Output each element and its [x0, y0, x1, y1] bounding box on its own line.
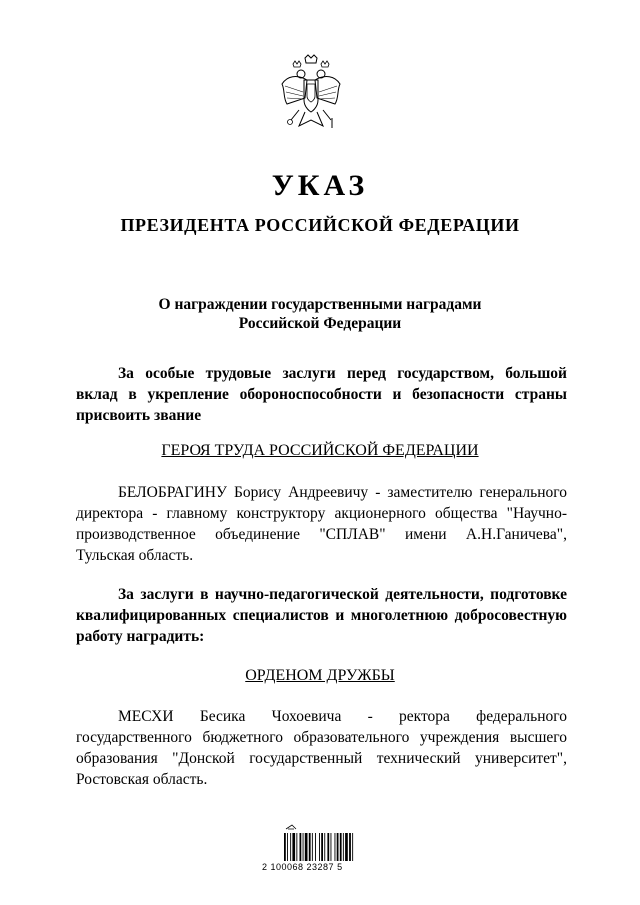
barcode	[282, 823, 364, 867]
intro-paragraph-2	[76, 584, 567, 647]
recipient-paragraph-2	[76, 706, 567, 790]
document-title: УКАЗ	[271, 169, 369, 202]
intro-text-1: За особые трудовые заслуги перед государством, большой вклад в укрепление обороноспособности и безопасности страны присвоить звание	[76, 365, 567, 424]
recipient-text-2: МЕСХИ Бесика Чохоевича - ректора федерального государственного бюджетного образовательного учреждения высшего образования "Донской государственный технический университет", Ростовская область.	[76, 708, 567, 788]
award-title-order-of-friendship: ОРДЕНОМ ДРУЖБЫ	[245, 667, 395, 684]
recipient-text-1: БЕЛОБРАГИНУ Борису Андреевичу - заместителю генерального директора - главному конструктору акционерного общества "Научно-производственное объединение "СПЛАВ" имени А.Н.Ганичева", Тульская область.	[76, 484, 567, 564]
decree-heading-line-2: Российской Федерации	[238, 315, 402, 332]
decree-heading	[0, 295, 640, 333]
intro-paragraph-1	[76, 363, 567, 426]
coat-of-arms-emblem	[279, 54, 343, 136]
document-subtitle: ПРЕЗИДЕНТА РОССИЙСКОЙ ФЕДЕРАЦИИ	[120, 215, 520, 235]
intro-text-2: За заслуги в научно-педагогической деятельности, подготовке квалифицированных специалистов и многолетнюю добросовестную работу наградить:	[76, 586, 567, 645]
award-title-hero-of-labour: ГЕРОЯ ТРУДА РОССИЙСКОЙ ФЕДЕРАЦИИ	[161, 442, 479, 459]
decree-heading-line-1: О награждении государственными наградами	[158, 296, 482, 313]
recipient-paragraph-1	[76, 482, 567, 566]
barcode-number: 2 100068 23287 5	[262, 862, 343, 872]
